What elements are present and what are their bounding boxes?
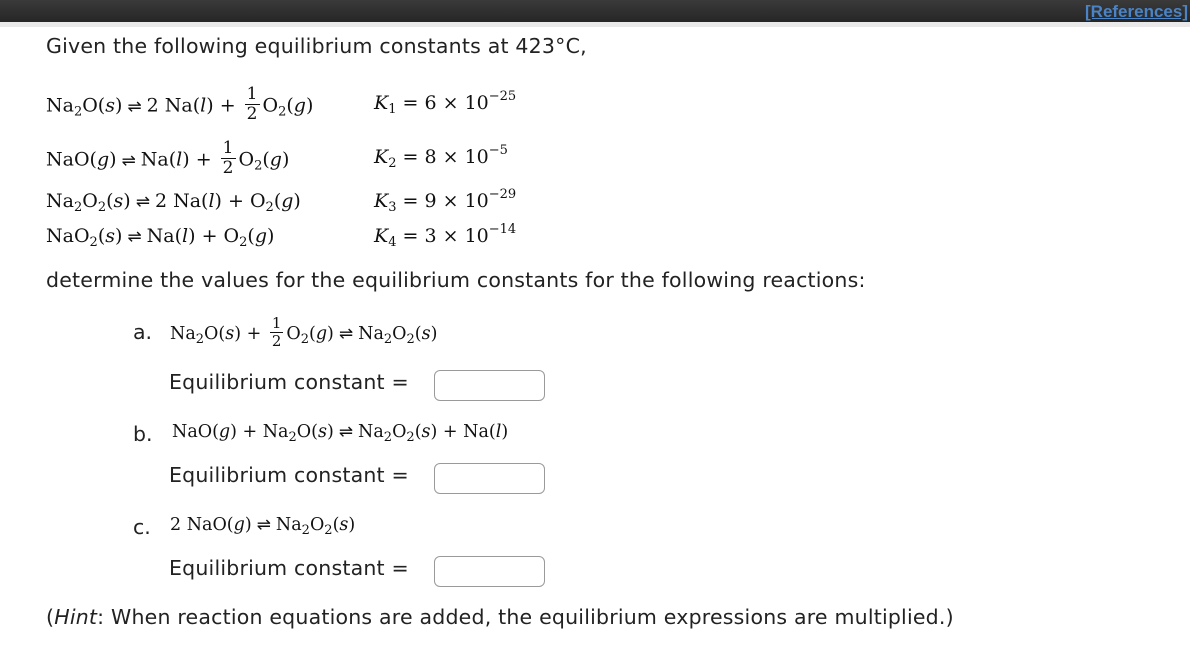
part-b-answer-input[interactable] <box>434 463 545 494</box>
top-bar <box>0 0 1190 22</box>
part-a-letter: a. <box>133 320 153 344</box>
part-a-answer-input[interactable] <box>434 370 545 401</box>
part-c-answer-input[interactable] <box>434 556 545 587</box>
reaction-4: NaO$_2$(s) ⇌ $Na(l) + O_2(g)$ <box>46 225 275 250</box>
part-a-reaction: $Na_2O(s)$ + $\frac{1}{2}$ $O_2(g)$ ⇌ $Na_2O_2(s)$ <box>170 314 438 350</box>
part-c-letter: c. <box>133 515 151 539</box>
references-link[interactable]: [References] <box>1085 2 1188 21</box>
hint-label: Hint <box>54 605 98 629</box>
reaction-3: $Na_2O_2(s)$ ⇌ 2 $Na(l) + O_2(g)$ <box>46 190 301 215</box>
intro-text: Given the following equilibrium constants at 423°C, <box>46 34 587 58</box>
instruction-text: determine the values for the equilibrium constants for the following reactions: <box>46 268 866 292</box>
reaction-1: $Na_2O(s)$ ⇌ 2 Na(l) + $\frac{1}{2}$ $O_2(g)$ <box>46 84 314 124</box>
hint-text: (Hint: When reaction equations are added, the equilibrium expressions are multiplied.) <box>46 605 954 629</box>
part-b-label: Equilibrium constant = <box>169 463 409 487</box>
part-b-letter: b. <box>133 422 153 446</box>
reaction-2: NaO(g) ⇌ Na(l) + $\frac{1}{2}$ $O_2(g)$ <box>46 138 290 178</box>
part-c-reaction: 2 NaO(g) ⇌ $Na_2O_2(s)$ <box>170 515 356 538</box>
part-a-label: Equilibrium constant = <box>169 370 409 394</box>
k2-expression: $K_2 = 8 \times 10^{-5}$ <box>374 143 508 171</box>
k4-expression: $K_4 = 3 \times 10^{-14}$ <box>374 222 517 250</box>
part-c-label: Equilibrium constant = <box>169 556 409 580</box>
k1-expression: $K_1 = 6 \times 10^{-25}$ <box>374 89 517 117</box>
k3-expression: $K_3 = 9 \times 10^{-29}$ <box>374 187 517 215</box>
part-b-reaction: $NaO(g) + Na_2O(s)$ ⇌ $Na_2O_2(s) + Na(l)$ <box>172 422 509 445</box>
top-bar-shadow <box>0 22 1190 27</box>
